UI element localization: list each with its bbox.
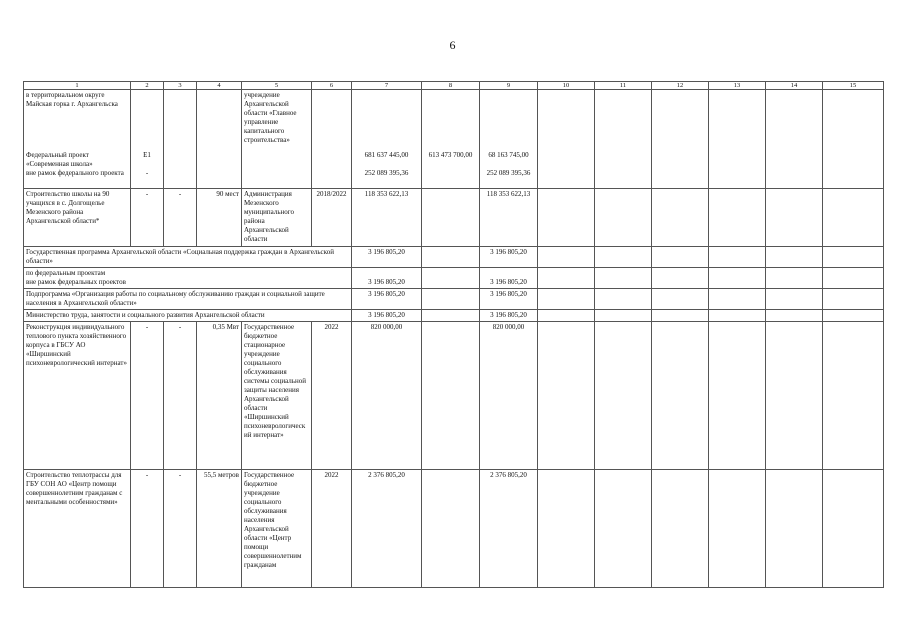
object-name: Реконструкция индивидуального теплового пункта хозяйственного корпуса в ГБСУ АО «Ширшинский психоневрологический интернат» (24, 322, 131, 470)
budget-table (23, 81, 884, 588)
amount-regional: 820 000,00 (480, 322, 538, 470)
col-header: 11 (595, 82, 652, 90)
col-header: 1 (24, 82, 131, 90)
amount-total: 3 196 805,20 (368, 278, 405, 286)
amount-regional: 2 376 805,20 (480, 470, 538, 588)
period: 2018/2022 (312, 189, 352, 247)
dash: - (131, 470, 164, 588)
col-header: 7 (352, 82, 422, 90)
amount-regional: 118 353 622,13 (480, 189, 538, 247)
amount-regional: 3 196 805,20 (480, 289, 538, 310)
amount-federal: 613 473 700,00 (428, 151, 473, 159)
period: 2022 (312, 322, 352, 470)
dash: - (145, 169, 149, 177)
col-header: 13 (709, 82, 766, 90)
capacity: 0,35 Мвт (197, 322, 242, 470)
customer: учреждение Архангельской области «Главное управление капитального строительства» (242, 90, 312, 189)
amount-total: 3 196 805,20 (352, 289, 422, 310)
table-row (24, 247, 884, 268)
column-number-row (24, 82, 884, 90)
col-header: 5 (242, 82, 312, 90)
outside-project-label: вне рамок федерального проекта (26, 169, 124, 177)
outside-federal-projects-label: вне рамок федеральных проектов (26, 278, 126, 286)
col-header: 6 (312, 82, 352, 90)
table-row (24, 310, 884, 322)
customer: Государственное бюджетное учреждение социального обслуживания населения Архангельской области «Центр помощи совершеннолетним гражданам (242, 470, 312, 588)
table-row (24, 322, 884, 470)
table-row (24, 268, 884, 289)
col-header: 2 (131, 82, 164, 90)
col-header: 15 (823, 82, 884, 90)
project-code: Е1 (143, 151, 151, 159)
capacity: 90 мест (197, 189, 242, 247)
dash: - (164, 322, 197, 470)
amount-total: 2 376 805,20 (352, 470, 422, 588)
col-header: 12 (652, 82, 709, 90)
amount-total: 118 353 622,13 (352, 189, 422, 247)
object-name: Строительство теплотрассы для ГБУ СОН АО «Центр помощи совершеннолетним гражданам с ментальными особенностями» (24, 470, 131, 588)
federal-project-label: Федеральный проект «Современная школа» (26, 151, 93, 168)
period: 2022 (312, 470, 352, 588)
table-row (24, 470, 884, 588)
amount-regional: 252 089 395,36 (486, 169, 531, 177)
amount-regional: 68 163 745,00 (488, 151, 529, 159)
customer: Администрация Мезенского муниципального района Архангельской области (242, 189, 312, 247)
amount-total: 3 196 805,20 (352, 247, 422, 268)
col-header: 8 (422, 82, 480, 90)
col-header: 4 (197, 82, 242, 90)
table-row (24, 90, 884, 189)
object-name: Строительство школы на 90 учащихся в с. Долгощелье Мезенского района Архангельской области* (24, 189, 131, 247)
by-federal-projects-label: по федеральным проектам (26, 269, 106, 277)
col-header: 9 (480, 82, 538, 90)
page-number: 6 (449, 38, 456, 52)
program-title: Государственная программа Архангельской области «Социальная поддержка граждан в Архангельской области» (24, 247, 352, 268)
dash: - (164, 189, 197, 247)
ministry-title: Министерство труда, занятости и социального развития Архангельской области (24, 310, 352, 322)
table-row (24, 189, 884, 247)
amount-total: 252 089 395,36 (364, 169, 409, 177)
amount-total: 3 196 805,20 (352, 310, 422, 322)
table-row (24, 289, 884, 310)
capacity: 55,5 метров (197, 470, 242, 588)
amount-regional: 3 196 805,20 (490, 278, 527, 286)
col-header: 3 (164, 82, 197, 90)
col-header: 14 (766, 82, 823, 90)
amount-regional: 3 196 805,20 (480, 247, 538, 268)
amount-total: 681 637 445,00 (364, 151, 409, 159)
dash: - (164, 470, 197, 588)
col-header: 10 (538, 82, 595, 90)
dash: - (131, 189, 164, 247)
amount-total: 820 000,00 (352, 322, 422, 470)
customer: Государственное бюджетное стационарное учреждение социального обслуживания системы социальной защиты населения Архангельской области «Ширшинский психоневрологический интернат» (242, 322, 312, 470)
amount-regional: 3 196 805,20 (480, 310, 538, 322)
dash: - (131, 322, 164, 470)
object-name: в территориальном округе Майская горка г. Архангельска (26, 91, 118, 108)
subprogram-title: Подпрограмма «Организация работы по социальному обслуживанию граждан и социальной защите населения в Архангельской области» (24, 289, 352, 310)
